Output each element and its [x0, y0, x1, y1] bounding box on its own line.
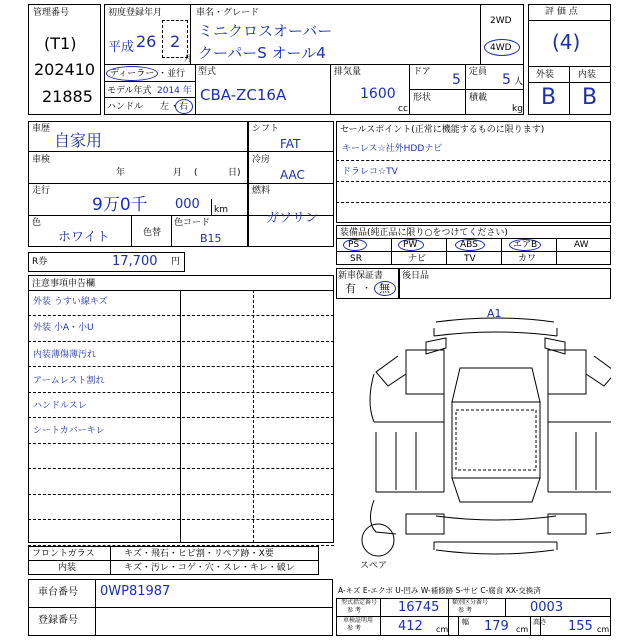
windshield-label: フロントガラス	[32, 549, 95, 559]
handle-left: 左	[160, 102, 170, 112]
handle-sep: ・	[170, 102, 180, 112]
interior-row-text: キズ・汚レ・コゲ・穴・スレ・キレ・破レ	[124, 563, 295, 573]
inspection-day: 日)	[228, 168, 241, 178]
note-4: アームレスト割れ	[33, 376, 105, 386]
width-label: 幅	[462, 618, 469, 626]
recycle-box	[28, 252, 185, 272]
equip-navi: ナビ	[408, 254, 427, 264]
doors-value: 5	[452, 72, 461, 88]
registration-year: 26	[136, 32, 157, 51]
dealer-label: ディーラー	[110, 69, 155, 79]
registration-month: 2	[170, 32, 181, 51]
mileage-suffix: 000	[175, 197, 200, 212]
height-value: 155	[568, 619, 593, 634]
ac-label: 冷房	[252, 155, 271, 165]
class-spec-label1: 類別区分番号	[452, 599, 489, 606]
inspection-month: 月	[173, 168, 183, 178]
equip-sr: SR	[350, 254, 362, 264]
notes-rule	[28, 468, 334, 469]
notes-rule	[28, 315, 334, 316]
sales-point-1: キーレス☆社外HDDナビ	[342, 144, 443, 154]
type-label: 型式	[198, 67, 217, 77]
inspection-label: 車検	[32, 155, 51, 165]
notes-rule	[28, 494, 334, 495]
model-spec-label1: 型式指定番号	[341, 599, 378, 606]
fuel-value: ガソリン	[266, 211, 319, 226]
chassis-label: 車台番号	[38, 587, 78, 598]
note-3: 内装薄傷薄汚れ	[33, 350, 97, 360]
class-spec-label2: 参 考	[458, 607, 472, 614]
recycle-label: R券	[32, 257, 48, 267]
capacity-label: 定員	[469, 67, 488, 77]
notes-label: 注意事項申告欄	[32, 279, 96, 289]
car-damage-diagram	[336, 302, 611, 567]
damage-legend: A-キズ E-エクボ U-凹み W-補修跡 S-サビ C-腐食 XX-交換済	[338, 586, 541, 595]
notes-rule	[28, 519, 334, 520]
equip-airbag: エアB	[513, 240, 538, 250]
parallel-label: 並行	[167, 69, 186, 79]
grade-value: (4)	[552, 30, 581, 54]
management-label: 管理番号	[33, 8, 70, 18]
equip-leather: カワ	[518, 254, 537, 264]
load-unit: kg	[512, 104, 523, 114]
registration-era: 平成	[108, 40, 135, 55]
note-1: 外装 うすい線キズ	[33, 297, 108, 307]
first-registration-label: 初度登録年月	[108, 8, 163, 18]
note-6: シートカバーキレ	[33, 426, 105, 436]
displacement-value: 1600	[360, 86, 396, 102]
equip-aw: AW	[574, 240, 589, 250]
notes-rule	[28, 341, 334, 342]
management-line3: 21885	[42, 87, 93, 106]
mileage-unit: km	[214, 205, 228, 215]
displacement-label: 排気量	[334, 67, 362, 77]
height-label: 高さ	[533, 618, 547, 626]
displacement-unit: cc	[398, 104, 408, 114]
interior-label: 内装	[578, 70, 597, 80]
ac-value: AAC	[280, 168, 305, 182]
spare-label: スペア	[360, 561, 388, 571]
length-value: 412	[398, 619, 423, 634]
equip-ps: PS	[348, 240, 360, 250]
later-items-box	[399, 268, 611, 299]
color-code-value: B15	[200, 232, 222, 245]
length-unit: cm	[436, 625, 449, 634]
management-line2: 202410	[34, 60, 96, 79]
category-value: 自家用	[54, 131, 103, 150]
opt-4wd: 4WD	[490, 43, 512, 53]
windshield-text: キズ・飛石・ヒビ割・リペア跡・X要	[124, 549, 274, 559]
diagram-mark-a1: A1	[487, 307, 502, 320]
class-spec-value: 0003	[530, 600, 564, 615]
width-value: 179	[484, 619, 509, 634]
shift-label: シフト	[252, 124, 280, 134]
interior-row-label: 内装	[58, 563, 77, 573]
interior-grade: B	[582, 85, 598, 110]
color-label: 色	[32, 218, 42, 228]
type-value: CBA-ZC16A	[200, 86, 287, 104]
notes-rule	[28, 392, 334, 393]
note-5: ハンドルスレ	[33, 401, 87, 411]
fuel-label: 燃料	[252, 186, 271, 196]
equip-tv: TV	[464, 254, 476, 264]
management-line1: (T1)	[44, 34, 77, 53]
warranty-has: 有	[345, 282, 356, 295]
color-value: ホワイト	[58, 230, 110, 245]
handle-right: 右	[179, 102, 189, 112]
dealer-sep: ・	[158, 69, 168, 79]
car-name-line2: クーパーS オール4	[198, 44, 326, 62]
equip-pw: PW	[403, 240, 418, 250]
handle-label: ハンドル	[107, 102, 144, 112]
equipment-label: 装備品(純正品に限り○をつけてください)	[340, 228, 508, 238]
car-name-label: 車名・グレード	[196, 8, 260, 18]
notes-rule	[28, 443, 334, 444]
sales-point-2: ドラレコ☆TV	[342, 167, 398, 177]
model-year-value: 2014 年	[157, 86, 192, 96]
length-label1: 車検証明用	[343, 617, 374, 624]
notes-rule	[28, 417, 334, 418]
model-spec-value: 16745	[398, 600, 440, 615]
color-code-label: 色コード	[174, 218, 211, 228]
registration-number-label: 登録番号	[38, 615, 78, 626]
inspection-open: (	[194, 168, 198, 178]
model-spec-label2: 参 考	[347, 607, 361, 614]
mileage-value: 9万0千	[92, 195, 148, 215]
registration-month-unit: 月	[184, 54, 192, 63]
recycle-value: 17,700	[112, 254, 158, 269]
exterior-grade: B	[541, 85, 557, 110]
mileage-label: 走行	[32, 186, 51, 196]
capacity-unit: 人	[514, 77, 524, 87]
category-label: 車歴	[32, 124, 51, 134]
recycle-unit: 円	[171, 257, 181, 267]
later-items-label: 後日品	[402, 271, 430, 281]
sales-points-label: セールスポイント(正常に機能するものに限ります)	[340, 125, 545, 135]
warranty-none: 無	[379, 282, 390, 295]
warranty-label: 新車保証書	[338, 271, 384, 281]
equip-abs: ABS	[460, 240, 478, 250]
chassis-value: 0WP81987	[100, 584, 171, 599]
opt-2wd: 2WD	[490, 16, 512, 26]
capacity-value: 5	[502, 72, 511, 88]
car-name-line1: ミニクロスオーバー	[198, 22, 333, 40]
load-label: 積載	[469, 93, 488, 103]
grade-label: 評 価 点	[545, 7, 578, 17]
notes-rule	[28, 366, 334, 367]
shape-label: 形状	[413, 93, 432, 103]
model-year-label: モデル年式	[107, 86, 152, 96]
shift-value: FAT	[280, 137, 301, 151]
length-label2: 参 考	[347, 625, 361, 632]
width-unit: cm	[516, 625, 529, 634]
note-2: 外装 小A・小U	[33, 323, 94, 333]
exterior-label: 外装	[536, 70, 555, 80]
doors-label: ドア	[413, 67, 431, 77]
color-change-label: 色替	[143, 228, 162, 238]
warranty-sep: ・	[362, 284, 372, 294]
height-unit: cm	[597, 625, 610, 634]
inspection-year: 年	[116, 168, 126, 178]
